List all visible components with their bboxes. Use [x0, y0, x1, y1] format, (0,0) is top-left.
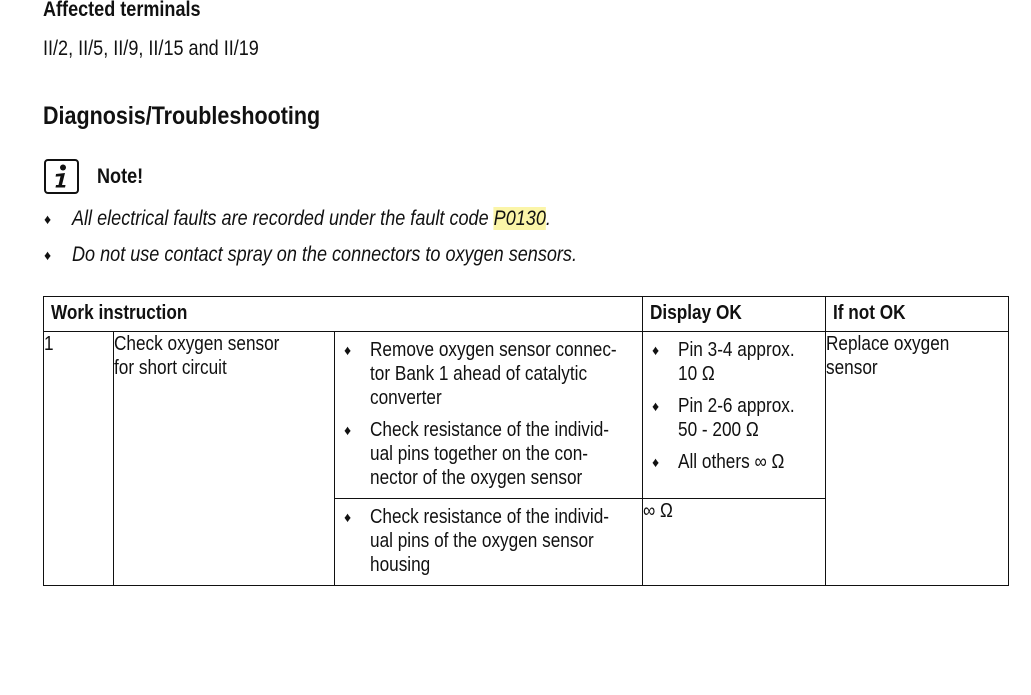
check-description: Check oxygen sensor for short circuit	[114, 332, 335, 586]
bullet-icon: ♦	[44, 247, 52, 263]
note-label: Note!	[97, 165, 144, 188]
affected-terminals-list: II/2, II/5, II/9, II/15 and II/19	[43, 37, 259, 60]
note-item-text: Do not use contact spray on the connectors to oxygen sensors.	[72, 243, 577, 266]
list-item: ♦ Check resistance of the individ- ual pins together on the con- nector of the oxygen sensor	[344, 419, 610, 489]
bullet-icon: ♦	[652, 398, 660, 414]
steps-cell	[335, 499, 643, 586]
display-ok-cell: ∞ Ω	[643, 499, 826, 586]
list-item: ♦ All others ∞ Ω	[652, 451, 785, 473]
info-icon	[44, 159, 79, 194]
list-item: ♦ Check resistance of the individ- ual pins of the oxygen sensor housing	[344, 506, 610, 576]
steps-cell	[335, 332, 643, 499]
work-instruction-table	[43, 296, 1009, 586]
bullet-icon: ♦	[344, 342, 352, 358]
fault-code-highlight: P0130	[493, 207, 546, 230]
affected-terminals-heading: Affected terminals	[43, 0, 201, 21]
bullet-icon: ♦	[344, 422, 352, 438]
bullet-icon: ♦	[44, 211, 52, 227]
table-row	[44, 332, 1009, 499]
bullet-icon: ♦	[652, 454, 660, 470]
list-item: ♦ Remove oxygen sensor connec- tor Bank 1 ahead of catalytic converter	[344, 339, 617, 409]
if-not-ok-cell: Replace oxygen sensor	[826, 332, 1009, 586]
header-display-ok: Display OK	[643, 297, 826, 332]
bullet-icon: ♦	[652, 342, 660, 358]
note-item-text: All electrical faults are recorded under the fault code P0130.	[72, 207, 551, 230]
list-item: ♦ Pin 2-6 approx. 50 - 200 Ω	[652, 395, 795, 441]
bullet-icon: ♦	[344, 509, 352, 525]
header-work-instruction: Work instruction	[44, 297, 643, 332]
display-ok-cell	[643, 332, 826, 499]
table-header-row	[44, 297, 1009, 332]
step-number: 1	[44, 332, 114, 586]
list-item: ♦ Pin 3-4 approx. 10 Ω	[652, 339, 795, 385]
diagnosis-heading: Diagnosis/Troubleshooting	[43, 102, 321, 130]
header-if-not-ok: If not OK	[826, 297, 1009, 332]
